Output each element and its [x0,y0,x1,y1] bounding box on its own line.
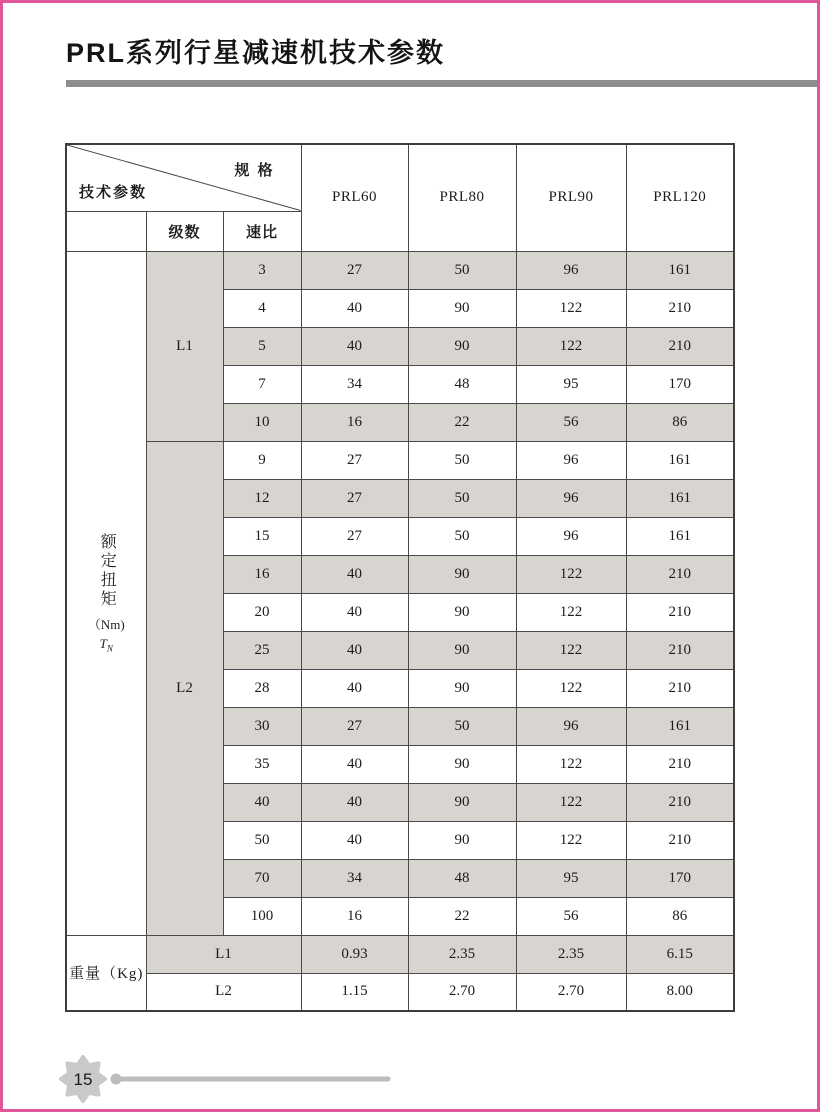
value-cell: 50 [408,517,516,555]
ratio-cell: 4 [223,289,301,327]
value-cell: 22 [408,403,516,441]
value-cell: 48 [408,365,516,403]
value-cell: 86 [626,897,734,935]
value-cell: 90 [408,783,516,821]
value-cell: 90 [408,327,516,365]
value-cell: 96 [516,707,626,745]
value-cell: 56 [516,403,626,441]
value-cell: 16 [301,897,408,935]
value-cell: 122 [516,593,626,631]
value-cell: 2.70 [408,973,516,1011]
value-cell: 16 [301,403,408,441]
value-cell: 2.35 [516,935,626,973]
value-cell: 90 [408,669,516,707]
value-cell: 8.00 [626,973,734,1011]
value-cell: 34 [301,365,408,403]
value-cell: 27 [301,517,408,555]
value-cell: 27 [301,707,408,745]
value-cell: 161 [626,479,734,517]
value-cell: 210 [626,327,734,365]
value-cell: 27 [301,441,408,479]
weight-row-label: 重量（Kg) [66,935,146,1011]
value-cell: 96 [516,251,626,289]
column-header-prl120: PRL120 [626,144,734,251]
torque-label-vertical: 额定扭矩 [98,532,116,609]
ratio-cell: 100 [223,897,301,935]
value-cell: 161 [626,441,734,479]
value-cell: 210 [626,289,734,327]
value-cell: 122 [516,555,626,593]
ratio-cell: 28 [223,669,301,707]
value-cell: 210 [626,631,734,669]
ratio-cell: 20 [223,593,301,631]
value-cell: 86 [626,403,734,441]
value-cell: 161 [626,251,734,289]
ratio-cell: 16 [223,555,301,593]
value-cell: 210 [626,745,734,783]
footer-decoration [58,1053,398,1105]
page-title: PRL系列行星减速机技术参数 [66,38,445,68]
value-cell: 6.15 [626,935,734,973]
value-cell: 122 [516,289,626,327]
value-cell: 96 [516,441,626,479]
value-cell: 161 [626,517,734,555]
value-cell: 90 [408,745,516,783]
value-cell: 0.93 [301,935,408,973]
spec-table [65,143,735,1012]
value-cell: 2.70 [516,973,626,1011]
value-cell: 90 [408,593,516,631]
value-cell: 27 [301,479,408,517]
ratio-cell: 12 [223,479,301,517]
value-cell: 122 [516,669,626,707]
value-cell: 40 [301,745,408,783]
value-cell: 96 [516,517,626,555]
value-cell: 40 [301,821,408,859]
page-number: 15 [73,1070,93,1089]
value-cell: 56 [516,897,626,935]
value-cell: 40 [301,289,408,327]
torque-unit: （Nm) [87,616,125,632]
ratio-cell: 10 [223,403,301,441]
value-cell: 40 [301,669,408,707]
value-cell: 22 [408,897,516,935]
value-cell: 210 [626,821,734,859]
value-cell: 170 [626,859,734,897]
column-header-prl90: PRL90 [516,144,626,251]
ratio-cell: 9 [223,441,301,479]
value-cell: 27 [301,251,408,289]
ratio-cell: 30 [223,707,301,745]
value-cell: 95 [516,365,626,403]
value-cell: 50 [408,479,516,517]
column-header-prl80: PRL80 [408,144,516,251]
value-cell: 210 [626,555,734,593]
value-cell: 210 [626,783,734,821]
corner-label-spec: 规 格 [234,162,275,179]
ratio-cell: 3 [223,251,301,289]
value-cell: 210 [626,669,734,707]
ratio-cell: 40 [223,783,301,821]
column-header-prl60: PRL60 [301,144,408,251]
weight-stage-l1: L1 [146,935,301,973]
value-cell: 1.15 [301,973,408,1011]
value-cell: 50 [408,441,516,479]
ratio-cell: 70 [223,859,301,897]
value-cell: 50 [408,251,516,289]
stage-group-l2: L2 [146,441,223,935]
value-cell: 50 [408,707,516,745]
value-cell: 122 [516,783,626,821]
ratio-cell: 7 [223,365,301,403]
value-cell: 122 [516,327,626,365]
value-cell: 90 [408,821,516,859]
value-cell: 2.35 [408,935,516,973]
weight-stage-l2: L2 [146,973,301,1011]
subheader-ratio: 速比 [223,211,301,251]
value-cell: 122 [516,821,626,859]
value-cell: 90 [408,555,516,593]
value-cell: 122 [516,631,626,669]
value-cell: 96 [516,479,626,517]
value-cell: 40 [301,593,408,631]
value-cell: 161 [626,707,734,745]
value-cell: 95 [516,859,626,897]
value-cell: 170 [626,365,734,403]
ratio-cell: 5 [223,327,301,365]
value-cell: 210 [626,593,734,631]
corner-label-params: 技术参数 [79,183,148,201]
value-cell: 90 [408,631,516,669]
value-cell: 48 [408,859,516,897]
torque-row-label-cell [66,251,146,935]
value-cell: 90 [408,289,516,327]
ratio-cell: 25 [223,631,301,669]
subheader-stage: 级数 [146,211,223,251]
value-cell: 40 [301,555,408,593]
value-cell: 34 [301,859,408,897]
title-underline-bar [66,80,817,87]
corner-header-cell [66,144,301,211]
value-cell: 122 [516,745,626,783]
ratio-cell: 50 [223,821,301,859]
ratio-cell: 35 [223,745,301,783]
torque-symbol: $T_N$ [99,635,113,654]
stage-group-l1: L1 [146,251,223,441]
empty-subheader-cell [66,211,146,251]
value-cell: 40 [301,631,408,669]
value-cell: 40 [301,783,408,821]
value-cell: 40 [301,327,408,365]
ratio-cell: 15 [223,517,301,555]
